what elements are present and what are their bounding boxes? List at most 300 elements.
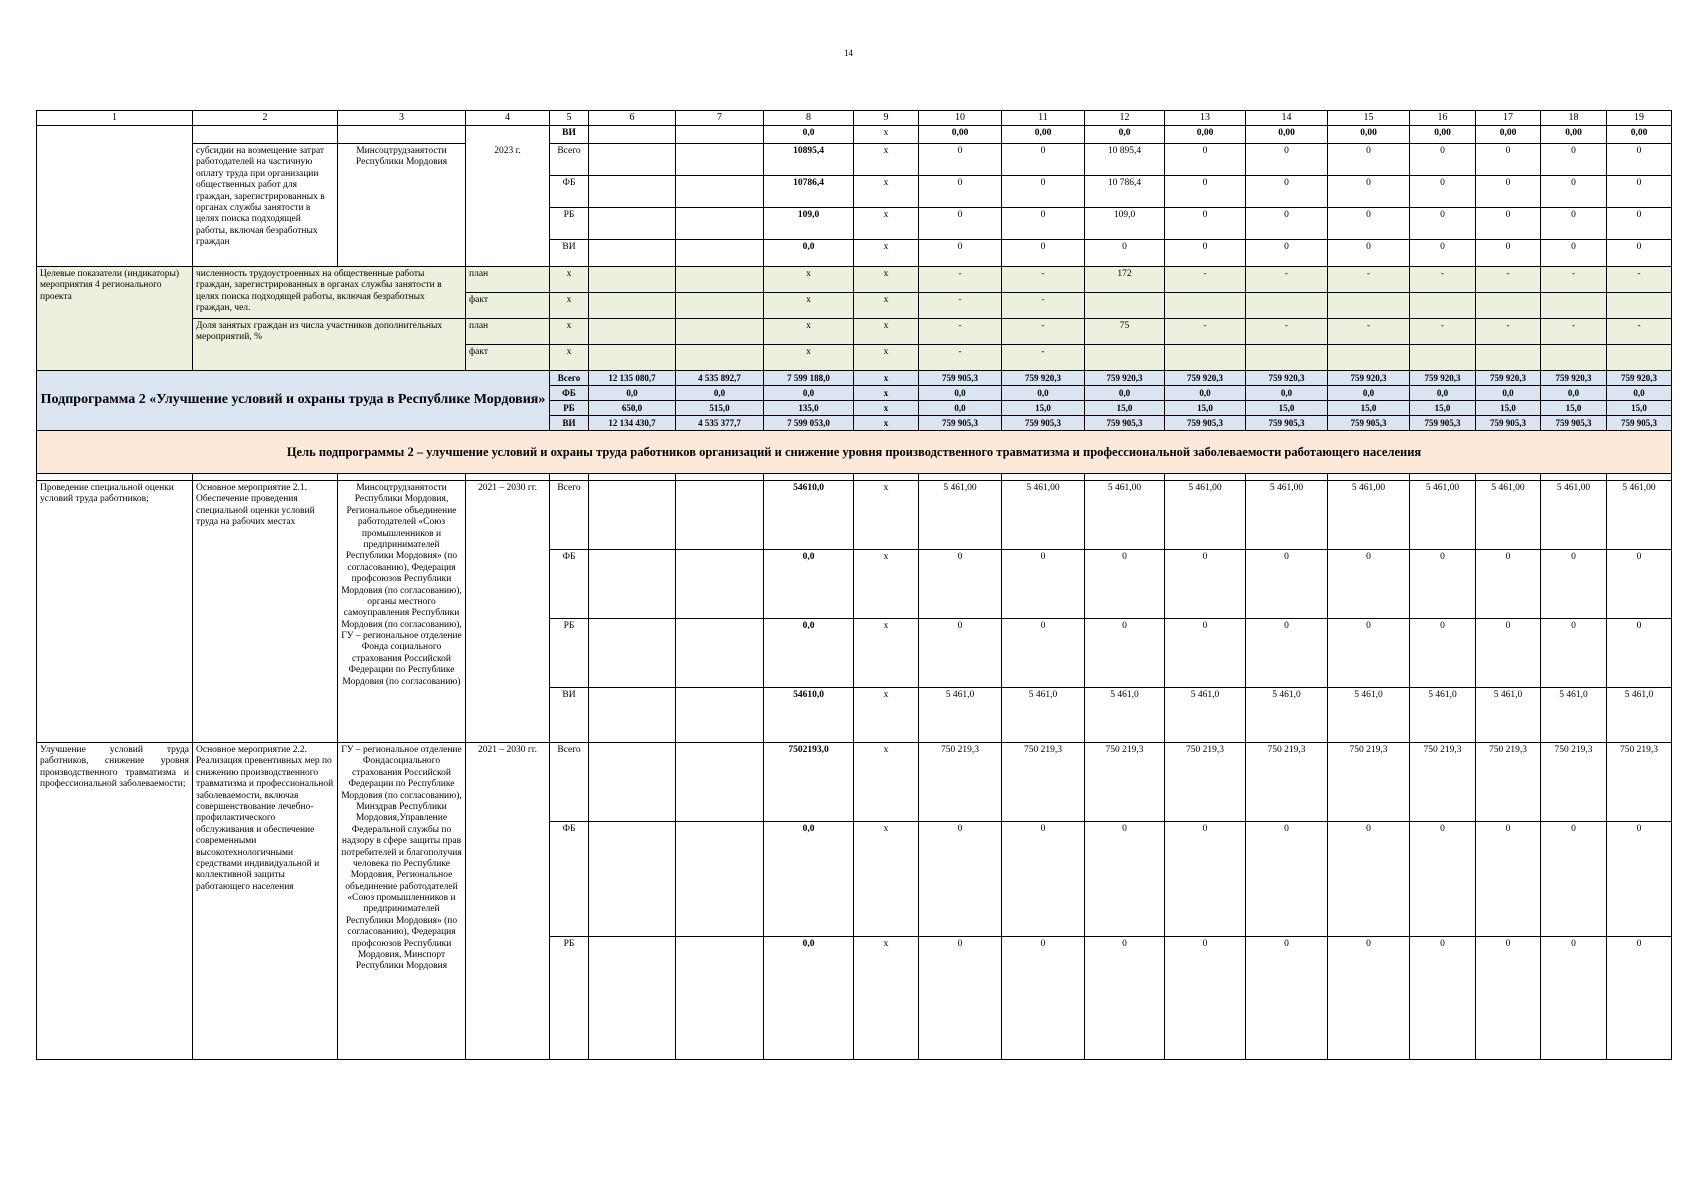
mark-x: х (854, 688, 919, 743)
fund-source-label: ВИ (550, 126, 589, 144)
column-number: 17 (1476, 111, 1541, 126)
period: 2023 г. (466, 144, 550, 267)
column-number: 2 (193, 111, 338, 126)
year-value: 0 (1165, 208, 1246, 240)
task: Проведение специальной оценки условий труда работников; (37, 481, 193, 743)
year-value: 0,00 (1328, 126, 1410, 144)
table-cell (338, 474, 466, 481)
total-value: 7502193,0 (764, 743, 854, 822)
year-value: 0 (1328, 176, 1410, 208)
year-value: 759 920,3 (1410, 371, 1476, 386)
year-value: 5 461,00 (1085, 481, 1165, 550)
table-cell (676, 550, 764, 619)
fund-source-label: ФБ (550, 550, 589, 619)
year-value: 0 (1410, 208, 1476, 240)
year-value: 0 (1541, 144, 1607, 176)
task: Улучшение условий труда работников, снижение уровня производственного травматизма и профессиональной заболеваемости; (37, 743, 193, 1060)
column-number: 6 (589, 111, 676, 126)
year-value: 109,0 (1085, 208, 1165, 240)
table-cell (589, 208, 676, 240)
measure-row (37, 481, 1672, 550)
year-value: 0 (1328, 550, 1410, 619)
year-value: 15,0 (1002, 401, 1085, 416)
column-number: 9 (854, 111, 919, 126)
column-number: 19 (1607, 111, 1672, 126)
total-value: 7 599 053,0 (764, 416, 854, 431)
column-number: 13 (1165, 111, 1246, 126)
year-value: 5 461,00 (1328, 481, 1410, 550)
year-value: 0 (1607, 822, 1672, 937)
total-value: 4 535 892,7 (676, 371, 764, 386)
table-cell (676, 937, 764, 1060)
mark-x: х (854, 319, 919, 345)
year-value: 759 905,3 (1410, 416, 1476, 431)
total-value: 12 134 430,7 (589, 416, 676, 431)
table-cell (1165, 474, 1246, 481)
table-cell (1002, 474, 1085, 481)
year-value: 15,0 (1246, 401, 1328, 416)
total-value: 650,0 (589, 401, 676, 416)
table-cell (1607, 474, 1672, 481)
table-cell (589, 293, 676, 319)
year-value: 0 (1476, 550, 1541, 619)
year-value: 0 (1541, 240, 1607, 267)
table-cell (589, 550, 676, 619)
indicator-value: - (919, 319, 1002, 345)
table-cell (466, 474, 550, 481)
indicator-value (1246, 345, 1328, 371)
fund-source-label: ВИ (550, 416, 589, 431)
indicator-value: - (1165, 319, 1246, 345)
year-value: 0 (1328, 144, 1410, 176)
indicator-value: - (1246, 267, 1328, 293)
year-value: 0,00 (1246, 126, 1328, 144)
year-value: 0 (1541, 619, 1607, 688)
year-value: 0 (1328, 937, 1410, 1060)
program-table (36, 110, 1672, 1060)
total-value: 515,0 (676, 401, 764, 416)
mark-x: х (854, 144, 919, 176)
column-number: 12 (1085, 111, 1165, 126)
year-value: 15,0 (1607, 401, 1672, 416)
fund-source-label: РБ (550, 208, 589, 240)
mark-x: х (854, 386, 919, 401)
fund-source-label: Всего (550, 481, 589, 550)
total-value: 54610,0 (764, 481, 854, 550)
year-value: 759 905,3 (1002, 416, 1085, 431)
indicator-value (1328, 293, 1410, 319)
year-value: 0 (1476, 144, 1541, 176)
table-cell (1246, 474, 1328, 481)
table-cell (676, 126, 764, 144)
year-value: 5 461,0 (1541, 688, 1607, 743)
plan-fact-label: факт (466, 345, 550, 371)
table-cell (37, 126, 193, 144)
fund-source-label: Всего (550, 371, 589, 386)
year-value: 0 (1165, 176, 1246, 208)
year-value: 0 (1085, 240, 1165, 267)
year-value: 750 219,3 (1541, 743, 1607, 822)
year-value: 0 (1541, 937, 1607, 1060)
indicator-value (1085, 293, 1165, 319)
period: 2021 – 2030 гг. (466, 743, 550, 1060)
table-cell (676, 474, 764, 481)
column-number: 14 (1246, 111, 1328, 126)
year-value: 0 (919, 176, 1002, 208)
column-number: 3 (338, 111, 466, 126)
indicator-value (1607, 345, 1672, 371)
year-value: 0 (1476, 937, 1541, 1060)
table-cell (676, 743, 764, 822)
mark-x: х (854, 481, 919, 550)
mark-x: х (550, 293, 589, 319)
column-number: 18 (1541, 111, 1607, 126)
indicator-value: - (1541, 319, 1607, 345)
mark-x: х (764, 267, 854, 293)
year-value: 750 219,3 (919, 743, 1002, 822)
indicator-name: численность трудоустроенных на общественные работы граждан, зарегистрированных в органах службы занятости в целях поиска подходящей работы, включая безработных граждан, чел. (193, 267, 466, 319)
table-cell (676, 319, 764, 345)
mark-x: х (764, 345, 854, 371)
fund-source-label: ВИ (550, 240, 589, 267)
fund-source-label: ВИ (550, 688, 589, 743)
indicator-value (1541, 345, 1607, 371)
year-value: 0,00 (1410, 126, 1476, 144)
year-value: 0 (1165, 550, 1246, 619)
fund-source-label: РБ (550, 937, 589, 1060)
year-value: 750 219,3 (1246, 743, 1328, 822)
table-cell (193, 126, 338, 144)
year-value: 0 (1607, 144, 1672, 176)
year-value: 750 219,3 (1328, 743, 1410, 822)
table-cell (589, 319, 676, 345)
indicator-name: Доля занятых граждан из числа участников дополнительных мероприятий, % (193, 319, 466, 371)
page-number: 14 (844, 48, 853, 58)
year-value: 15,0 (1328, 401, 1410, 416)
table-cell (589, 176, 676, 208)
column-number: 10 (919, 111, 1002, 126)
year-value: 750 219,3 (1002, 743, 1085, 822)
table-cell (676, 267, 764, 293)
year-value: 0 (1165, 822, 1246, 937)
indicator-value: - (1607, 267, 1672, 293)
measure-name: Основное мероприятие 2.1. Обеспечение проведения специальной оценки условий труда на рабочих местах (193, 481, 338, 743)
year-value: 0,00 (1476, 126, 1541, 144)
year-value: 15,0 (1085, 401, 1165, 416)
column-number: 5 (550, 111, 589, 126)
indicator-value: - (1410, 267, 1476, 293)
table-cell (589, 688, 676, 743)
year-value: 5 461,0 (1246, 688, 1328, 743)
indicator-value: - (1328, 267, 1410, 293)
year-value: 759 905,3 (1541, 416, 1607, 431)
year-value: 759 905,3 (1328, 416, 1410, 431)
total-value: 0,0 (764, 550, 854, 619)
year-value: 0 (1607, 619, 1672, 688)
year-value: 0 (1328, 619, 1410, 688)
table-cell (466, 126, 550, 144)
table-cell (676, 619, 764, 688)
year-value: 0 (1410, 240, 1476, 267)
table-cell (193, 474, 338, 481)
table-row (37, 126, 1672, 144)
year-value: 5 461,0 (1165, 688, 1246, 743)
year-value: 750 219,3 (1410, 743, 1476, 822)
year-value: 759 920,3 (1328, 371, 1410, 386)
indicator-value: 172 (1085, 267, 1165, 293)
table-cell (676, 176, 764, 208)
year-value: 750 219,3 (1165, 743, 1246, 822)
year-value: 759 905,3 (919, 416, 1002, 431)
table-cell (1541, 474, 1607, 481)
year-value: 5 461,00 (1165, 481, 1246, 550)
indicator-value: - (1002, 293, 1085, 319)
indicator-value: - (1165, 267, 1246, 293)
indicator-value: - (1002, 319, 1085, 345)
table-cell (1410, 474, 1476, 481)
year-value: 0,0 (1410, 386, 1476, 401)
table-row (37, 144, 1672, 176)
indicator-value (1607, 293, 1672, 319)
column-number-row (37, 111, 1672, 126)
year-value: 0 (1328, 240, 1410, 267)
mark-x: х (854, 293, 919, 319)
table-cell (589, 144, 676, 176)
executor: Минсоцтрудзанятости Республики Мордовия (338, 144, 466, 267)
total-value: 10895,4 (764, 144, 854, 176)
year-value: 0 (1002, 240, 1085, 267)
fund-source-label: ФБ (550, 822, 589, 937)
year-value: 0 (1607, 240, 1672, 267)
indicator-value: - (1476, 319, 1541, 345)
year-value: 0 (1607, 208, 1672, 240)
total-value: 135,0 (764, 401, 854, 416)
year-value: 0,0 (919, 386, 1002, 401)
indicator-value (1328, 345, 1410, 371)
table-cell (919, 474, 1002, 481)
indicator-value (1410, 345, 1476, 371)
year-value: 0 (1246, 822, 1328, 937)
total-value: 0,0 (764, 126, 854, 144)
table-cell (676, 345, 764, 371)
indicator-row (37, 267, 1672, 293)
indicator-value: - (919, 293, 1002, 319)
column-number: 8 (764, 111, 854, 126)
indicator-value (1410, 293, 1476, 319)
indicator-value: - (1328, 319, 1410, 345)
year-value: 0 (1410, 822, 1476, 937)
mark-x: х (854, 176, 919, 208)
year-value: 759 920,3 (1085, 371, 1165, 386)
year-value: 0 (919, 822, 1002, 937)
table-cell (676, 240, 764, 267)
year-value: 0 (1165, 240, 1246, 267)
total-value: 0,0 (589, 386, 676, 401)
mark-x: х (854, 937, 919, 1060)
fund-source-label: Всего (550, 743, 589, 822)
year-value: 0,00 (1541, 126, 1607, 144)
year-value: 0 (1165, 144, 1246, 176)
subprogram-row (37, 371, 1672, 386)
year-value: 0 (919, 144, 1002, 176)
indicator-row (37, 319, 1672, 345)
year-value: 0 (1165, 937, 1246, 1060)
table-cell (676, 822, 764, 937)
table-cell (589, 481, 676, 550)
year-value: 0 (1002, 550, 1085, 619)
mark-x: х (854, 822, 919, 937)
year-value: 759 905,3 (1246, 416, 1328, 431)
year-value: 0 (1607, 176, 1672, 208)
year-value: 5 461,0 (1410, 688, 1476, 743)
year-value: 0 (919, 937, 1002, 1060)
indicator-value: - (1410, 319, 1476, 345)
year-value: 15,0 (1476, 401, 1541, 416)
table-cell (1328, 474, 1410, 481)
year-value: 0 (1246, 937, 1328, 1060)
indicator-value (1165, 345, 1246, 371)
column-number: 1 (37, 111, 193, 126)
plan-fact-label: план (466, 319, 550, 345)
year-value: 0 (1246, 550, 1328, 619)
table-cell (589, 345, 676, 371)
year-value: 0 (1476, 240, 1541, 267)
spacer-row (37, 474, 1672, 481)
year-value: 0 (1246, 176, 1328, 208)
plan-fact-label: план (466, 267, 550, 293)
mark-x: х (854, 126, 919, 144)
year-value: 5 461,00 (1246, 481, 1328, 550)
year-value: 0,0 (1328, 386, 1410, 401)
table-cell (1085, 474, 1165, 481)
total-value: 0,0 (764, 937, 854, 1060)
mark-x: х (854, 371, 919, 386)
year-value: 0 (1085, 822, 1165, 937)
year-value: 0 (1246, 240, 1328, 267)
year-value: 0 (1002, 144, 1085, 176)
year-value: 759 905,3 (919, 371, 1002, 386)
year-value: 750 219,3 (1607, 743, 1672, 822)
indicator-value: - (1476, 267, 1541, 293)
year-value: 0 (1246, 619, 1328, 688)
indicator-value (1476, 345, 1541, 371)
year-value: 0 (1002, 176, 1085, 208)
year-value: 759 920,3 (1607, 371, 1672, 386)
indicator-value (1541, 293, 1607, 319)
year-value: 0,0 (1002, 386, 1085, 401)
year-value: 0 (1002, 937, 1085, 1060)
year-value: 0 (1607, 550, 1672, 619)
year-value: 0 (1328, 822, 1410, 937)
indicators-title: Целевые показатели (индикаторы) мероприятия 4 регионального проекта (37, 267, 193, 371)
year-value: 5 461,00 (1607, 481, 1672, 550)
year-value: 0 (1410, 619, 1476, 688)
column-number: 16 (1410, 111, 1476, 126)
year-value: 0 (1002, 822, 1085, 937)
indicator-value (1246, 293, 1328, 319)
table-cell (589, 743, 676, 822)
year-value: 0 (919, 550, 1002, 619)
year-value: 5 461,00 (1541, 481, 1607, 550)
table-cell (676, 144, 764, 176)
year-value: 0,00 (1165, 126, 1246, 144)
year-value: 0,0 (919, 401, 1002, 416)
mark-x: х (854, 416, 919, 431)
fund-source-label: ФБ (550, 386, 589, 401)
year-value: 0 (1476, 208, 1541, 240)
year-value: 0 (1165, 619, 1246, 688)
total-value: 0,0 (764, 822, 854, 937)
mark-x: х (854, 619, 919, 688)
mark-x: х (854, 401, 919, 416)
year-value: 5 461,0 (1002, 688, 1085, 743)
year-value: 5 461,0 (1328, 688, 1410, 743)
period: 2021 – 2030 гг. (466, 481, 550, 743)
year-value: 0,0 (1085, 386, 1165, 401)
plan-fact-label: факт (466, 293, 550, 319)
year-value: 759 905,3 (1607, 416, 1672, 431)
year-value: 0 (1246, 144, 1328, 176)
table-cell (764, 474, 854, 481)
indicator-value: - (1246, 319, 1328, 345)
table-cell (676, 481, 764, 550)
year-value: 759 920,3 (1002, 371, 1085, 386)
year-value: 0,0 (1085, 126, 1165, 144)
year-value: 0,0 (1165, 386, 1246, 401)
table-cell (676, 688, 764, 743)
table-cell (589, 937, 676, 1060)
measure-row (37, 743, 1672, 822)
year-value: 0 (1476, 822, 1541, 937)
year-value: 0 (1476, 619, 1541, 688)
fund-source-label: РБ (550, 619, 589, 688)
year-value: 5 461,0 (919, 688, 1002, 743)
year-value: 0,0 (1541, 386, 1607, 401)
year-value: 0,00 (919, 126, 1002, 144)
year-value: 0 (1328, 208, 1410, 240)
mark-x: х (854, 345, 919, 371)
mark-x: х (854, 208, 919, 240)
year-value: 5 461,0 (1476, 688, 1541, 743)
mark-x: х (764, 319, 854, 345)
subprogram-goal: Цель подпрограммы 2 – улучшение условий и охраны труда работников организаций и снижение уровня производственного травматизма и профессиональной заболеваемости работающего населения (37, 431, 1672, 474)
year-value: 750 219,3 (1085, 743, 1165, 822)
year-value: 15,0 (1541, 401, 1607, 416)
year-value: 5 461,00 (1410, 481, 1476, 550)
year-value: 0 (1410, 144, 1476, 176)
indicator-value: - (919, 345, 1002, 371)
indicator-value (1085, 345, 1165, 371)
year-value: 5 461,0 (1607, 688, 1672, 743)
year-value: 0,0 (1607, 386, 1672, 401)
year-value: 0 (1410, 550, 1476, 619)
total-value: 10786,4 (764, 176, 854, 208)
mark-x: х (550, 319, 589, 345)
column-number: 7 (676, 111, 764, 126)
year-value: 759 920,3 (1541, 371, 1607, 386)
total-value: 7 599 188,0 (764, 371, 854, 386)
total-value: 109,0 (764, 208, 854, 240)
total-value: 0,0 (764, 240, 854, 267)
year-value: 0 (1476, 176, 1541, 208)
year-value: 759 920,3 (1165, 371, 1246, 386)
fund-source-label: Всего (550, 144, 589, 176)
mark-x: х (854, 267, 919, 293)
indicator-value (1165, 293, 1246, 319)
indicator-value: - (919, 267, 1002, 293)
year-value: 0 (919, 240, 1002, 267)
year-value: 15,0 (1410, 401, 1476, 416)
